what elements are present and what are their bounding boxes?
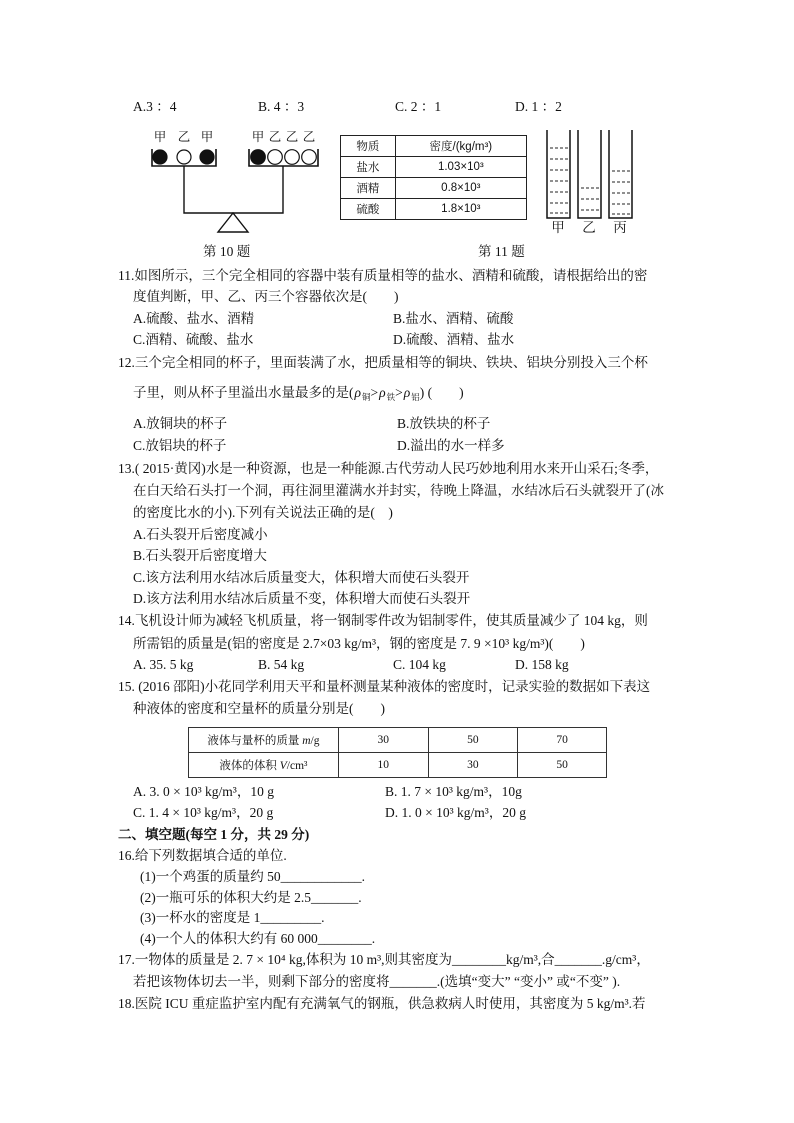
q16-item-2: (2)一瓶可乐的体积大约是 2.5_______. <box>140 890 362 905</box>
table-cell: 30 <box>428 753 518 778</box>
pan-label: 甲 <box>251 130 265 144</box>
density-table <box>340 135 527 220</box>
pan-label: 甲 <box>153 130 167 144</box>
q16-stem: 16.给下列数据填合适的单位. <box>118 848 287 863</box>
closing-paren: ) <box>419 385 425 400</box>
pan-label: 乙 <box>285 130 299 144</box>
rho-symbol: ρ <box>354 385 361 400</box>
table-cell: 10 <box>338 753 428 778</box>
q13-stem-line1: 13.( 2015·黄冈)水是一种资源，也是一种能源.古代劳动人民巧妙地利用水来开山采石;冬季， <box>118 461 659 476</box>
q14-stem-line1: 14.飞机设计师为减轻飞机质量，将一钢制零件改为铝制零件，使其质量减少了 104 kg，则 <box>118 613 648 628</box>
q11-option-a: A.硫酸、盐水、酒精 <box>133 311 255 326</box>
fulcrum-triangle <box>218 213 248 232</box>
table-cell: 盐水 <box>341 157 396 178</box>
rho-symbol: ρ <box>379 385 386 400</box>
table-cell: 酒精 <box>341 178 396 199</box>
table-row <box>341 199 527 220</box>
table-header-cell: 密度/(kg/m³) <box>395 136 526 157</box>
pan-label: 乙 <box>177 130 191 144</box>
q13-option-d: D.该方法利用水结冰后质量不变，体积增大而使石头裂开 <box>133 591 471 606</box>
q14-option-c: C. 104 kg <box>393 657 446 672</box>
q15-option-a: A. 3. 0 × 10³ kg/m³，10 g <box>133 784 274 799</box>
figure11-caption: 第 11 题 <box>478 244 525 259</box>
q16-item-3: (3)一杯水的密度是 1_________. <box>140 910 325 925</box>
ball-jia <box>200 150 214 164</box>
right-pan-labels <box>252 130 316 144</box>
table-cell: 0.8×10³ <box>395 178 526 199</box>
q12-stem-line2 <box>133 384 464 402</box>
q12-option-b: B.放铁块的杯子 <box>397 416 491 431</box>
container-bing <box>609 130 632 218</box>
rho-subscript-aluminum: 铝 <box>411 392 420 402</box>
variable-symbol: V <box>279 760 287 772</box>
unit: /cm³ <box>286 760 308 772</box>
q10-option-d: D. 1 ：2 <box>515 99 562 114</box>
table-header-row <box>341 136 527 157</box>
q18-stem-line1: 18.医院 ICU 重症监护室内配有充满氧气的钢瓶，供急救病人时使用，其密度为 5 kg/m³.若 <box>118 996 646 1011</box>
ball-yi <box>268 150 283 165</box>
q11-option-c: C.酒精、硫酸、盐水 <box>133 332 254 347</box>
containers-figure <box>540 125 640 221</box>
pan-label: 乙 <box>268 130 282 144</box>
container-label: 丙 <box>613 220 627 235</box>
answer-blank: ( ) <box>424 385 464 400</box>
q13-option-a: A.石头裂开后密度减小 <box>133 527 268 542</box>
liquid-level-lines <box>612 171 630 214</box>
q14-option-b: B. 54 kg <box>258 657 305 672</box>
q14-stem-line2: 所需铝的质量是(铝的密度是 2.7×03 kg/m³，钢的密度是 7. 9 ×10³ kg/m³)( ) <box>133 636 585 651</box>
rho-symbol: ρ <box>403 385 411 400</box>
rho-subscript-iron: 铁 <box>386 392 396 402</box>
table-cell: 50 <box>518 753 607 778</box>
table-header-cell: 物质 <box>341 136 396 157</box>
q13-stem-line2: 在白天给石头打一个洞，再往洞里灌满水并封实，待晚上降温，水结冰后石头就裂开了(冰 <box>133 483 664 498</box>
q11-stem-line2: 度值判断，甲、乙、丙三个容器依次是( ) <box>133 289 399 304</box>
table-row <box>189 753 607 778</box>
q16-item-1: (1)一个鸡蛋的质量约 50____________. <box>140 869 365 884</box>
container-jia <box>547 130 570 218</box>
table-cell: 30 <box>338 728 428 753</box>
q10-option-b: B. 4 ：3 <box>258 99 305 114</box>
ball-yi <box>302 150 317 165</box>
q11-stem-line1: 11.如图所示，三个完全相同的容器中装有质量相等的盐水、酒精和硫酸，请根据给出的密 <box>118 268 648 283</box>
q12-option-c: C.放铝块的杯子 <box>133 438 227 453</box>
row-header-cell <box>189 728 339 753</box>
ball-jia <box>251 150 266 165</box>
table-cell: 50 <box>428 728 518 753</box>
figure10-caption: 第 10 题 <box>203 244 251 259</box>
table-cell: 70 <box>518 728 607 753</box>
experiment-data-table <box>188 727 607 778</box>
q15-option-b: B. 1. 7 × 10³ kg/m³，10g <box>385 784 522 799</box>
liquid-level-lines <box>550 148 568 213</box>
table-cell: 硫酸 <box>341 199 396 220</box>
q11-option-d: D.硫酸、酒精、盐水 <box>393 332 515 347</box>
q13-option-c: C.该方法利用水结冰后质量变大，体积增大而使石头裂开 <box>133 570 470 585</box>
q17-stem-line1: 17.一物体的质量是 2. 7 × 10⁴ kg,体积为 10 m³,则其密度为________kg/m³,合_______.g/cm³， <box>118 952 650 967</box>
q13-option-b: B.石头裂开后密度增大 <box>133 548 267 563</box>
table-row <box>341 157 527 178</box>
container-label: 甲 <box>551 220 565 235</box>
ball-jia <box>153 150 167 164</box>
q11-option-b: B.盐水、酒精、硫酸 <box>393 311 514 326</box>
q14-option-a: A. 35. 5 kg <box>133 657 194 672</box>
unit: /g <box>310 735 320 747</box>
table-cell: 1.8×10³ <box>395 199 526 220</box>
greater-than-sign: > <box>395 385 403 400</box>
liquid-level-lines <box>581 188 599 210</box>
pan-label: 乙 <box>302 130 316 144</box>
table-row <box>189 728 607 753</box>
row-label: 液体的体积 <box>219 760 280 772</box>
q17-stem-line2: 若把该物体切去一半，则剩下部分的密度将_______.(选填“变大” “变小” 或“不变” ). <box>133 974 621 989</box>
rho-subscript-copper: 铜 <box>361 392 371 402</box>
table-cell: 1.03×10³ <box>395 157 526 178</box>
balance-figure <box>140 125 330 237</box>
q10-option-a: A.3 ：4 <box>133 99 177 114</box>
q15-option-d: D. 1. 0 × 10³ kg/m³，20 g <box>385 805 526 820</box>
ball-yi <box>285 150 300 165</box>
table-row <box>341 178 527 199</box>
left-pan-labels <box>154 130 214 144</box>
q12-option-d: D.溢出的水一样多 <box>397 438 505 453</box>
q10-option-c: C. 2 ：1 <box>395 99 442 114</box>
greater-than-sign: > <box>370 385 379 400</box>
q12-stem-text: 子里，则从杯子里溢出水量最多的是( <box>133 385 354 400</box>
variable-symbol: m <box>302 735 311 747</box>
ball-yi <box>177 150 191 164</box>
q15-option-c: C. 1. 4 × 10³ kg/m³，20 g <box>133 805 274 820</box>
container-label: 乙 <box>582 220 596 235</box>
q16-item-4: (4)一个人的体积大约有 60 000________. <box>140 931 376 946</box>
q15-stem-line2: 种液体的密度和空量杯的质量分别是( ) <box>133 701 385 716</box>
q14-option-d: D. 158 kg <box>515 657 569 672</box>
q13-stem-line3: 的密度比水的小).下列有关说法正确的是( ) <box>133 505 393 520</box>
balance-beam <box>184 166 283 213</box>
pan-label: 甲 <box>200 130 214 144</box>
section-title: 二、填空题(每空 1 分，共 29 分) <box>118 827 310 842</box>
container-yi <box>578 130 601 218</box>
q12-stem-line1: 12.三个完全相同的杯子，里面装满了水，把质量相等的铜块、铁块、铝块分别投入三个杯 <box>118 355 648 370</box>
q15-stem-line1: 15. (2016 邵阳)小花同学利用天平和量杯测量某种液体的密度时，记录实验的数据如下表这 <box>118 679 651 694</box>
q12-option-a: A.放铜块的杯子 <box>133 416 228 431</box>
row-header-cell <box>189 753 339 778</box>
row-label: 液体与量杯的质量 <box>207 735 303 747</box>
